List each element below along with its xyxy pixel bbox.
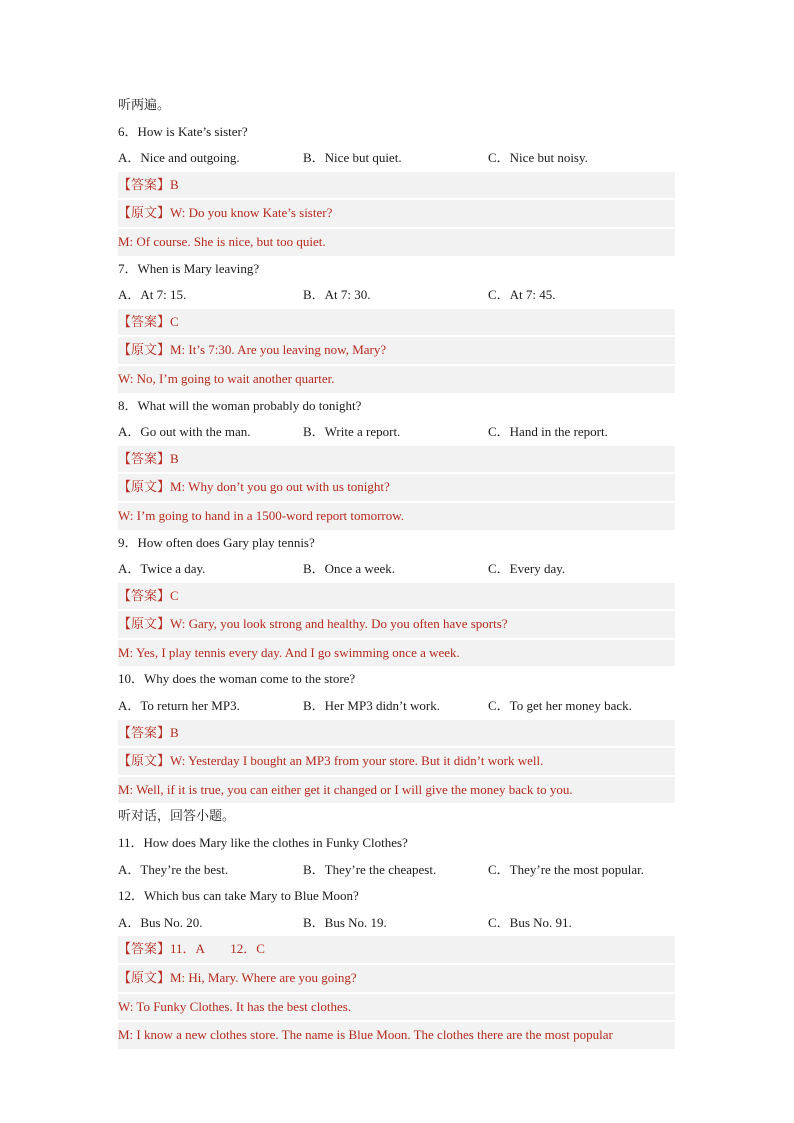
document-page: [118, 92, 675, 1049]
options-10: [118, 693, 675, 720]
option-a: A．Nice and outgoing.: [118, 150, 240, 166]
option-a: A．At 7: 15.: [118, 287, 187, 303]
options-12: [118, 910, 675, 937]
question-6: 6．How is Kate’s sister?: [118, 123, 248, 139]
transcript-9-line-1: 【原文】W: Gary, you look strong and healthy. Do you often have sports?: [118, 611, 675, 640]
option-b: B．Nice but quiet.: [303, 150, 402, 166]
question-12: 12．Which bus can take Mary to Blue Moon?: [118, 888, 359, 904]
transcript-6-line-2: M: Of course. She is nice, but too quiet.: [118, 229, 675, 256]
option-b: B．They’re the cheapest.: [303, 861, 437, 877]
option-a: A．Go out with the man.: [118, 424, 251, 440]
option-c: C．Hand in the report.: [488, 424, 608, 440]
transcript-7-line-1: 【原文】M: It’s 7:30. Are you leaving now, Mary?: [118, 337, 675, 366]
option-a: A．Bus No. 20.: [118, 914, 203, 930]
option-c: C．Nice but noisy.: [488, 150, 588, 166]
question-9: 9．How often does Gary play tennis?: [118, 534, 315, 550]
option-a: A．Twice a day.: [118, 561, 206, 577]
option-c: C．To get her money back.: [488, 698, 632, 714]
question-11: 11．How does Mary like the clothes in Funky Clothes?: [118, 835, 408, 851]
transcript-group-line-3: M: I know a new clothes store. The name is Blue Moon. The clothes there are the most popular: [118, 1022, 675, 1049]
transcript-7-line-2: W: No, I’m going to wait another quarter.: [118, 366, 675, 393]
answer-11-12: 【答案】11．A 12．C: [118, 936, 675, 965]
option-b: B．Write a report.: [303, 424, 401, 440]
options-6: [118, 145, 675, 172]
transcript-group-line-2: W: To Funky Clothes. It has the best clothes.: [118, 994, 675, 1023]
transcript-group-line-1: 【原文】M: Hi, Mary. Where are you going?: [118, 965, 675, 994]
options-7: [118, 282, 675, 309]
option-c: C．At 7: 45.: [488, 287, 556, 303]
answer-9: 【答案】C: [118, 583, 675, 612]
transcript-8-line-2: W: I’m going to hand in a 1500-word report tomorrow.: [118, 503, 675, 530]
option-a: A．They’re the best.: [118, 861, 229, 877]
option-b: B．At 7: 30.: [303, 287, 371, 303]
answer-6: 【答案】B: [118, 172, 675, 201]
answer-8: 【答案】B: [118, 446, 675, 475]
question-7: 7．When is Mary leaving?: [118, 260, 260, 276]
option-a: A．To return her MP3.: [118, 698, 240, 714]
transcript-9-line-2: M: Yes, I play tennis every day. And I go swimming once a week.: [118, 640, 675, 667]
option-c: C．Bus No. 91.: [488, 914, 572, 930]
option-b: B．Her MP3 didn’t work.: [303, 698, 440, 714]
transcript-6-line-1: 【原文】W: Do you know Kate’s sister?: [118, 200, 675, 229]
question-10: 10．Why does the woman come to the store?: [118, 671, 356, 687]
options-11: [118, 857, 675, 884]
transcript-10-line-2: M: Well, if it is true, you can either get it changed or I will give the money back to you.: [118, 777, 675, 804]
answer-10: 【答案】B: [118, 720, 675, 749]
transcript-8-line-1: 【原文】M: Why don’t you go out with us tonight?: [118, 474, 675, 503]
question-8: 8．What will the woman probably do tonight?: [118, 397, 362, 413]
section-heading: 听对话，回答小题。: [118, 808, 236, 824]
option-c: C．They’re the most popular.: [488, 861, 644, 877]
option-b: B．Bus No. 19.: [303, 914, 387, 930]
options-8: [118, 419, 675, 446]
option-c: C．Every day.: [488, 561, 566, 577]
answer-7: 【答案】C: [118, 309, 675, 338]
section-intro: 听两遍。: [118, 97, 171, 112]
option-b: B．Once a week.: [303, 561, 396, 577]
transcript-10-line-1: 【原文】W: Yesterday I bought an MP3 from your store. But it didn’t work well.: [118, 748, 675, 777]
options-9: [118, 556, 675, 583]
